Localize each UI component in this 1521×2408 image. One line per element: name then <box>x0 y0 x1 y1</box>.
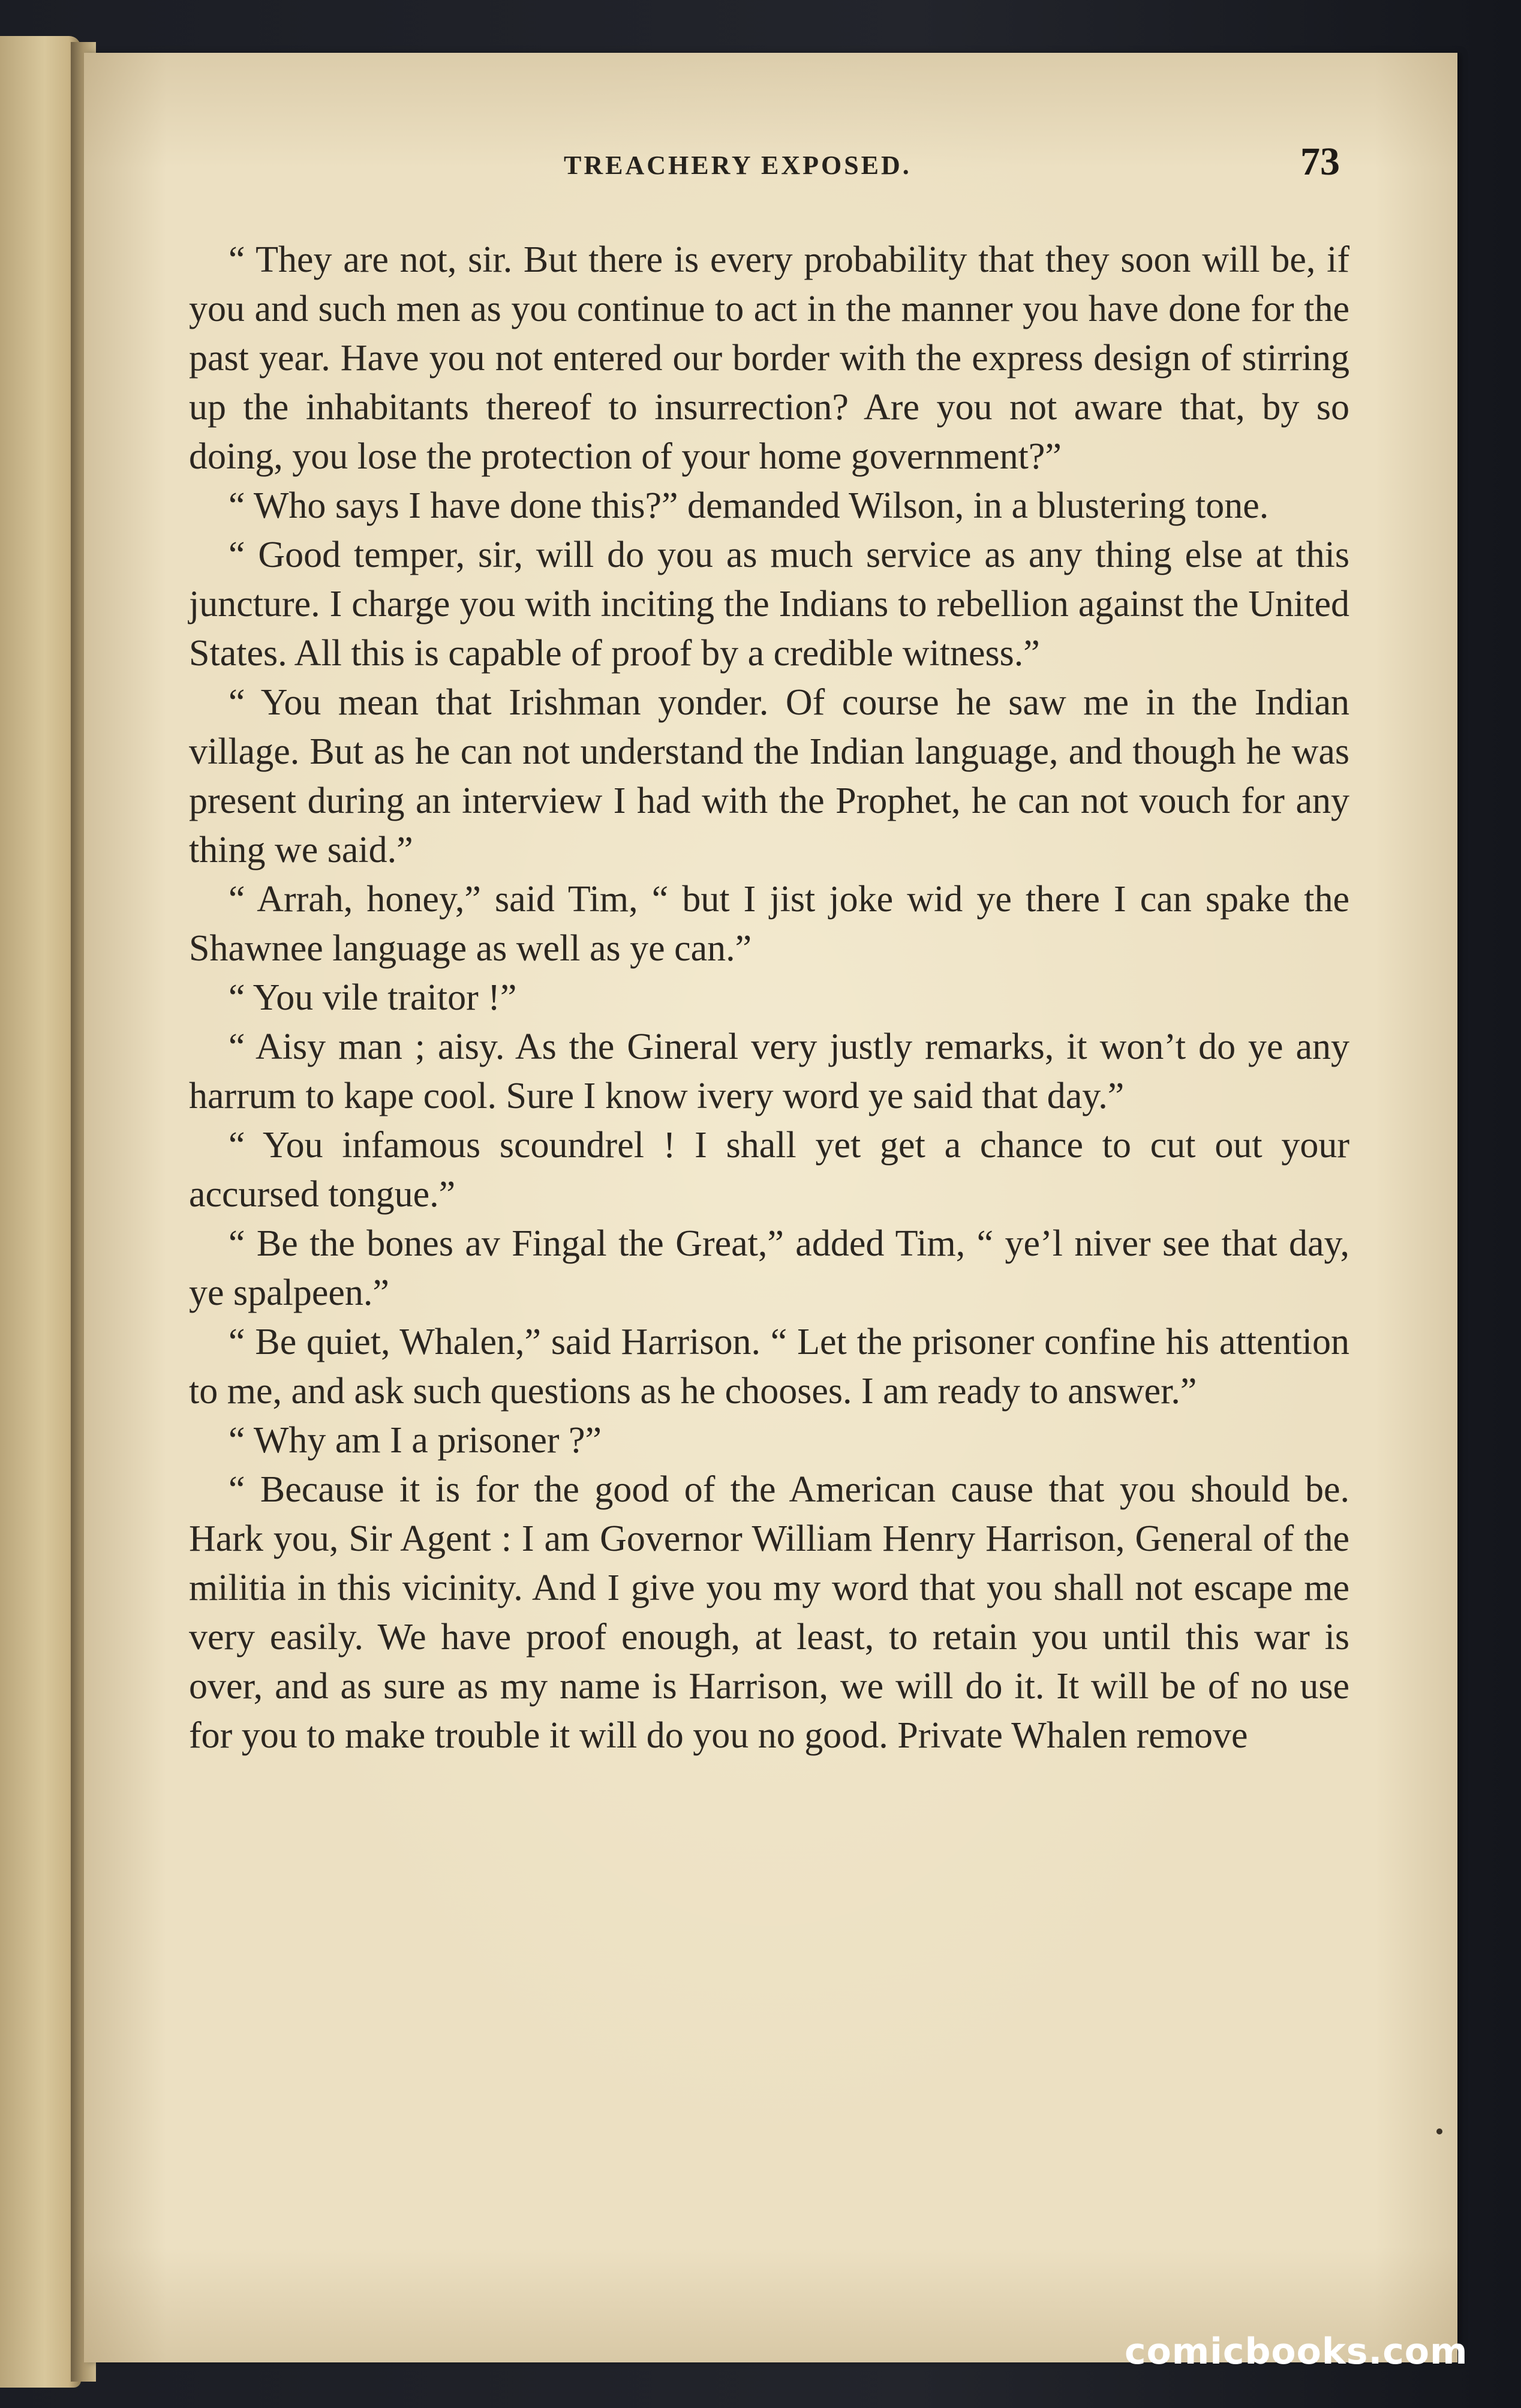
page-number: 73 <box>1300 140 1340 184</box>
paragraph: “ Because it is for the good of the American cause that you should be. Hark you, Sir Agent : I am Governor William Henry Harrison, General of the militia in this vicinity. And I give you my word that you shall not escape me very easily. We have proof enough, at least, to retain you until this war is over, and as sure as my name is Harrison, we will do it. It will be of no use for you to make trouble it will do you no good. Private Whalen remove <box>189 1469 1349 1756</box>
running-head: TREACHERY EXPOSED. <box>564 151 912 180</box>
ink-speck <box>1436 2128 1442 2134</box>
body-text <box>189 235 1349 1760</box>
paragraph: “ You mean that Irishman yonder. Of course he saw me in the Indian village. But as he can not understand the Indian language, and though he was present during an interview I had with the Prophet, he can not vouch for any thing we said.” <box>189 682 1349 870</box>
paragraph: “ Good temper, sir, will do you as much service as any thing else at this juncture. I charge you with inciting the Indians to rebellion against the United States. All this is capable of proof by a credible witness.” <box>189 535 1349 674</box>
paragraph: “ Why am I a prisoner ?” <box>229 1420 602 1461</box>
paragraph: “ Be quiet, Whalen,” said Harrison. “ Let the prisoner confine his attention to me, and ask such questions as he chooses. I am ready to answer.” <box>189 1322 1349 1412</box>
paragraph: “ You vile traitor !” <box>229 977 517 1018</box>
paragraph: “ Arrah, honey,” said Tim, “ but I jist joke wid ye there I can spake the Shawnee language as well as ye can.” <box>189 879 1349 969</box>
paragraph: “ You infamous scoundrel ! I shall yet get a chance to cut out your accursed tongue.” <box>189 1125 1349 1215</box>
paragraph: “ Aisy man ; aisy. As the Gineral very justly remarks, it won’t do ye any harrum to kape cool. Sure I know ivery word ye said that day.” <box>189 1026 1349 1116</box>
paragraph: “ They are not, sir. But there is every probability that they soon will be, if you and such men as you continue to act in the manner you have done for the past year. Have you not entered our border with the express design of stirring up the inhabitants thereof to insurrection? Are you not aware that, by so doing, you lose the protection of your home government?” <box>189 239 1349 477</box>
paragraph: “ Who says I have done this?” demanded Wilson, in a blustering tone. <box>229 485 1269 526</box>
site-watermark: comicbooks.com <box>1125 2331 1468 2373</box>
paragraph: “ Be the bones av Fingal the Great,” added Tim, “ ye’l niver see that day, ye spalpeen.” <box>189 1223 1349 1313</box>
facing-page-edge <box>0 36 81 2388</box>
